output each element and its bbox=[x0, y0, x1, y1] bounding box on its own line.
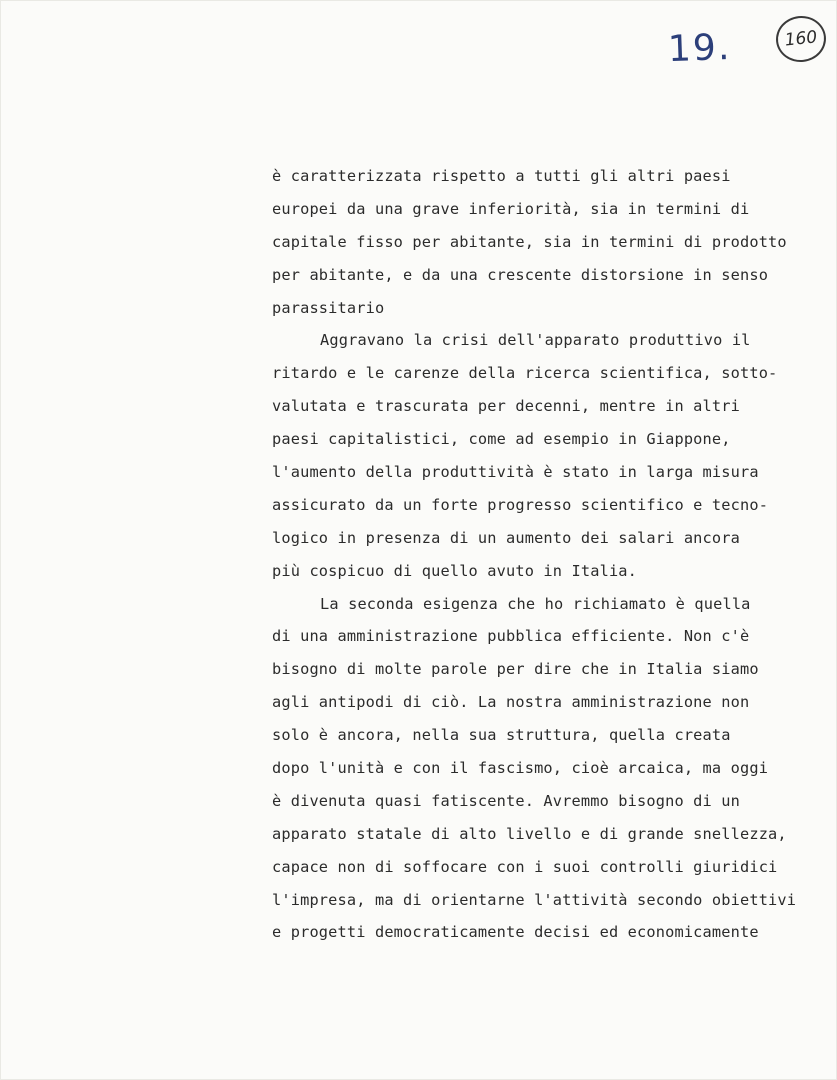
text-line: Aggravano la crisi dell'apparato produttivo il bbox=[320, 331, 751, 350]
circled-page-number: 160 bbox=[774, 14, 829, 65]
text-line: La seconda esigenza che ho richiamato è quella bbox=[320, 594, 751, 613]
text-line: l'impresa, ma di orientarne l'attività secondo obiettivi bbox=[272, 890, 797, 909]
paragraph bbox=[272, 160, 817, 324]
text-line: assicurato da un forte progresso scientifico e tecno- bbox=[272, 495, 769, 514]
paragraph bbox=[272, 588, 817, 950]
text-line: valutata e trascurata per decenni, mentre in altri bbox=[272, 397, 740, 416]
text-line: agli antipodi di ciò. La nostra amministrazione non bbox=[272, 693, 750, 712]
text-line: è caratterizzata rispetto a tutti gli altri paesi bbox=[272, 167, 731, 185]
body-text bbox=[272, 160, 817, 949]
text-line: paesi capitalistici, come ad esempio in Giappone, bbox=[272, 430, 731, 449]
text-line: parassitario bbox=[272, 298, 385, 317]
text-line: è divenuta quasi fatiscente. Avremmo bisogno di un bbox=[272, 791, 740, 810]
text-line: più cospicuo di quello avuto in Italia. bbox=[272, 561, 638, 580]
text-line: solo è ancora, nella sua struttura, quella creata bbox=[272, 726, 731, 745]
paragraph bbox=[272, 324, 817, 587]
text-line: apparato statale di alto livello e di grande snellezza, bbox=[272, 824, 787, 843]
text-line: di una amministrazione pubblica efficiente. Non c'è bbox=[272, 627, 750, 646]
text-line: logico in presenza di un aumento dei salari ancora bbox=[272, 528, 740, 547]
text-line: l'aumento della produttività è stato in larga misura bbox=[272, 463, 759, 482]
text-line: capitale fisso per abitante, sia in termini di prodotto bbox=[272, 232, 787, 251]
text-line: europei da una grave inferiorità, sia in termini di bbox=[272, 199, 750, 218]
text-line: per abitante, e da una crescente distorsione in senso bbox=[272, 265, 769, 284]
text-line: dopo l'unità e con il fascismo, cioè arcaica, ma oggi bbox=[272, 759, 769, 778]
text-line: bisogno di molte parole per dire che in Italia siamo bbox=[272, 660, 759, 679]
handwritten-page-number: 19. bbox=[667, 26, 732, 71]
text-line: e progetti democraticamente decisi ed economicamente bbox=[272, 923, 759, 942]
text-line: ritardo e le carenze della ricerca scientifica, sotto- bbox=[272, 364, 778, 383]
text-line: capace non di soffocare con i suoi controlli giuridici bbox=[272, 857, 778, 876]
